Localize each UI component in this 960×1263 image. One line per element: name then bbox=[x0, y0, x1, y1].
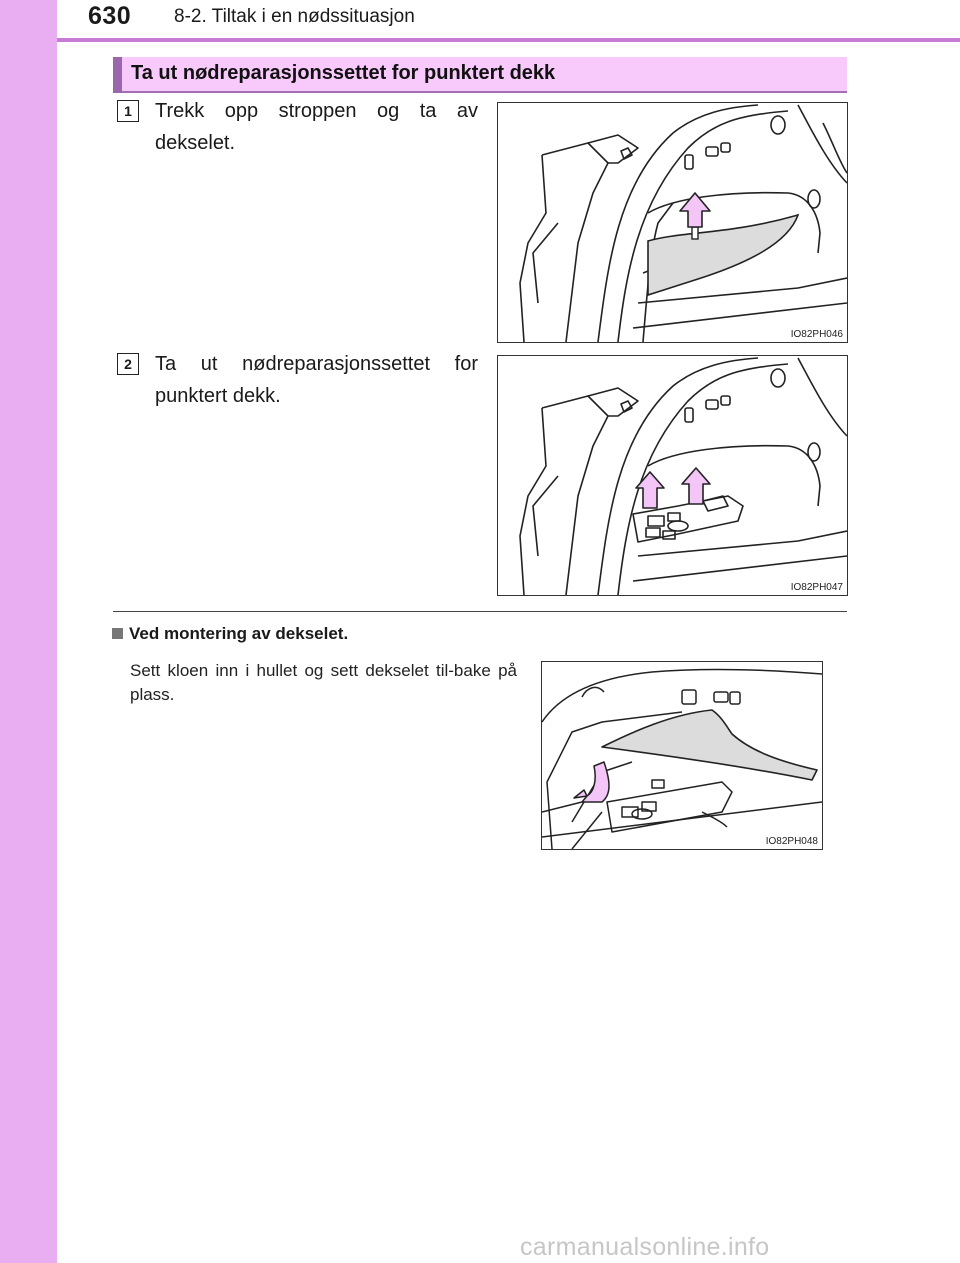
figure-remove-cover bbox=[497, 102, 848, 343]
heading-accent bbox=[113, 57, 122, 93]
note-text: Sett kloen inn i hullet og sett dekselet til-bake på plass. bbox=[130, 661, 517, 704]
trunk-illustration-2 bbox=[498, 356, 847, 595]
section-heading bbox=[113, 57, 847, 93]
watermark[interactable]: carmanualsonline.info bbox=[520, 1233, 770, 1261]
figure-install-cover bbox=[541, 661, 823, 850]
header-rule bbox=[57, 38, 960, 42]
page-number: 630 bbox=[88, 2, 132, 30]
square-bullet-icon bbox=[112, 628, 123, 639]
side-bar bbox=[0, 0, 57, 1263]
figure-code-2: IO82PH047 bbox=[790, 582, 843, 593]
figure-code-1: IO82PH046 bbox=[790, 329, 843, 340]
step-number-1: 1 bbox=[117, 100, 139, 122]
figure-code-3: IO82PH048 bbox=[765, 836, 818, 847]
note-title: Ved montering av dekselet. bbox=[129, 624, 349, 643]
step-number-2: 2 bbox=[117, 353, 139, 375]
section-title: 8-2. Tiltak i en nødssituasjon bbox=[174, 6, 415, 27]
trunk-illustration-1 bbox=[498, 103, 847, 342]
figure-remove-kit bbox=[497, 355, 848, 596]
step-text-2: Ta ut nødreparasjonssettet for punktert dekk. bbox=[155, 353, 478, 407]
note-heading bbox=[112, 624, 348, 644]
divider bbox=[113, 611, 847, 612]
trunk-illustration-3 bbox=[542, 662, 822, 849]
heading-text: Ta ut nødreparasjonssettet for punktert dekk bbox=[131, 62, 556, 84]
step-text-1: Trekk opp stroppen og ta av dekselet. bbox=[155, 100, 478, 154]
